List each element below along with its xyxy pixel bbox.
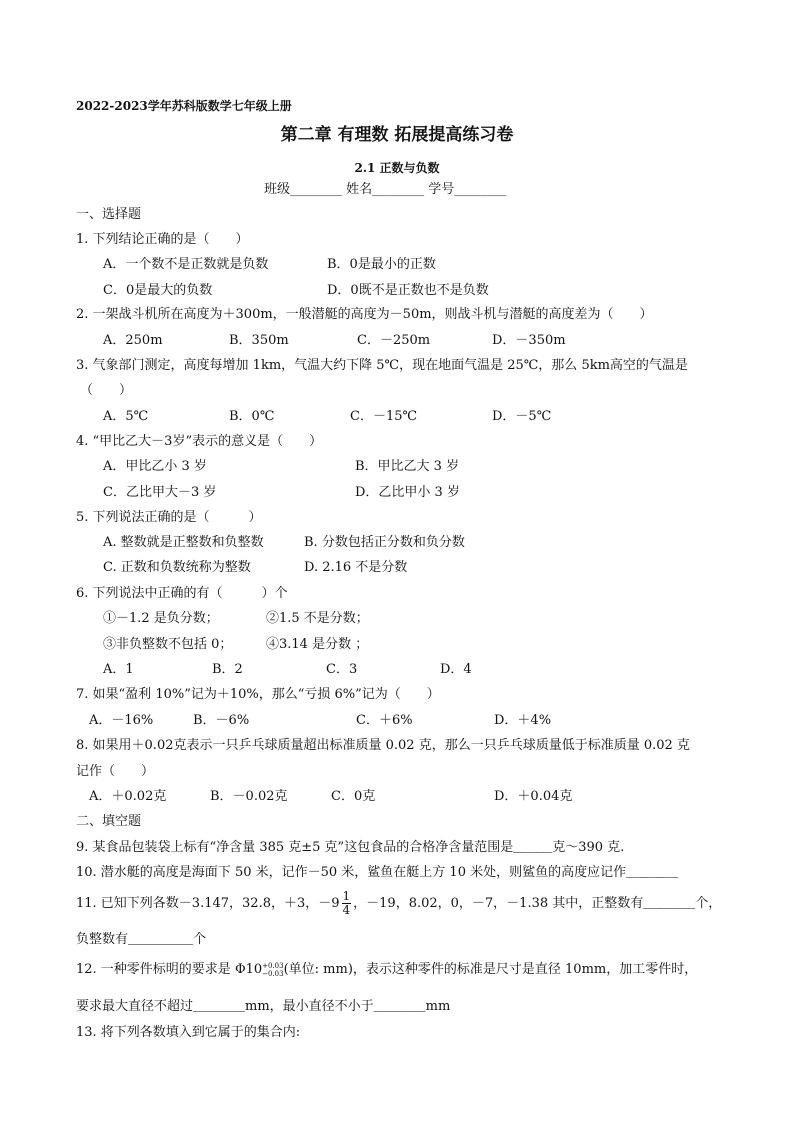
question-11-text-start: 11. 已知下列各数－3.147，32.8，＋3，－9 [76, 896, 340, 911]
question-11-text-end: ，－19，8.02，0，－7，－1.38 其中，正整数有＿＿＿＿个， [353, 896, 722, 911]
question-12-text-start: 12. 一种零件标明的要求是 Φ10 [76, 962, 263, 977]
question-1-option-b: B．0是最小的正数 [327, 257, 436, 272]
question-1-option-d: D．0既不是正数也不是负数 [327, 283, 489, 298]
question-7-option-c: C．＋6% [356, 713, 413, 728]
question-10: 10. 潜水艇的高度是海面下 50 米，记作－50 米，鲨鱼在艇上方 10 米处，则鲨鱼的高度应记作＿＿＿＿ [76, 865, 679, 880]
question-5-option-c: C. 正数和负数统称为整数 [103, 560, 251, 575]
fraction-denominator: 4 [342, 903, 351, 917]
section-heading-fill: 二、填空题 [76, 814, 142, 829]
document-header: 2022-2023学年苏科版数学七年级上册 [76, 99, 292, 113]
question-6-statement-2: ②1.5 不是分数； [266, 611, 369, 626]
question-8-stem: 8. 如果用＋0.02克表示一只乒乓球质量超出标准质量 0.02 克，那么一只乒乓球质量低于标准质量 0.02 克 [76, 738, 690, 753]
question-8-option-d: D．＋0.04克 [494, 789, 573, 804]
question-8-stem-cont: 记作（ ） [76, 764, 155, 779]
question-3-option-c: C．－15℃ [350, 409, 418, 424]
question-2-option-a: A．250m [103, 333, 163, 348]
question-6-statement-1: ①－1.2 是负分数； [103, 611, 219, 626]
question-8-option-a: A．＋0.02克 [89, 789, 167, 804]
question-6-option-c: C．3 [326, 662, 358, 677]
question-4-option-b: B．甲比乙大 3 岁 [355, 459, 460, 474]
question-12-text-end: (单位: mm)，表示这种零件的标准是尺寸是直径 10mm，加工零件时， [283, 962, 698, 977]
question-5-option-d: D. 2.16 不是分数 [304, 560, 408, 575]
question-6-option-b: B．2 [212, 662, 243, 677]
student-info-line: 班级________ 姓名________ 学号________ [264, 182, 507, 197]
question-3-stem-cont: （ ） [80, 383, 133, 398]
fraction-one-quarter [342, 890, 352, 917]
question-2-option-b: B．350m [229, 333, 289, 348]
question-5-stem: 5. 下列说法正确的是（ ） [76, 510, 262, 525]
question-3-option-a: A．5℃ [103, 409, 149, 424]
question-8-option-b: B．－0.02克 [210, 789, 288, 804]
question-2-option-c: C．－250m [357, 333, 431, 348]
question-5-option-a: A. 整数就是正整数和负整数 [103, 535, 264, 550]
question-11 [76, 890, 721, 917]
tolerance-lower: −0.03 [262, 969, 284, 978]
question-5-option-b: B. 分数包括正分数和负分数 [304, 535, 465, 550]
question-3-stem: 3. 气象部门测定，高度每增加 1km，气温大约下降 5℃，现在地面气温是 25℃，那么 5km高空的气温是 [76, 358, 688, 373]
question-7-option-a: A．－16% [89, 713, 154, 728]
question-1-option-a: A．一个数不是正数就是负数 [103, 257, 269, 272]
question-4-stem: 4. “甲比乙大－3岁”表示的意义是（ ） [76, 434, 323, 449]
question-4-option-a: A．甲比乙小 3 岁 [103, 459, 207, 474]
question-3-option-d: D．－5℃ [492, 409, 552, 424]
question-7-option-d: D．＋4% [494, 713, 552, 728]
question-2-option-d: D．－350m [492, 333, 566, 348]
page-title: 第二章 有理数 拓展提高练习卷 [280, 125, 514, 145]
question-12 [76, 960, 697, 980]
question-9: 9. 某食品包装袋上标有“净含量 385 克±5 克”这包食品的合格净含量范围是＿＿＿克～390 克. [76, 840, 625, 855]
question-8-option-c: C．0克 [331, 789, 376, 804]
question-11-line-2: 负整数有＿＿＿＿＿个 [76, 932, 207, 947]
question-7-stem: 7. 如果“盈利 10%”记为＋10%，那么“亏损 6%”记为（ ） [76, 687, 440, 702]
section-heading-choice: 一、选择题 [76, 207, 142, 222]
question-2-stem: 2. 一架战斗机所在高度为＋300m，一般潜艇的高度为－50m，则战斗机与潜艇的高度差为（ ） [76, 307, 653, 322]
question-13: 13. 将下列各数填入到它属于的集合内: [76, 1025, 301, 1040]
question-6-stem: 6. 下列说法中正确的有（ ）个 [76, 586, 288, 601]
question-6-option-d: D．4 [440, 662, 472, 677]
question-12-line-2: 要求最大直径不超过＿＿＿＿mm，最小直径不小于＿＿＿＿mm [76, 999, 451, 1014]
fraction-numerator: 1 [342, 889, 351, 903]
tolerance-upper: +0.03 [262, 961, 284, 970]
question-6-option-a: A．1 [103, 662, 134, 677]
question-1-option-c: C．0是最大的负数 [103, 283, 213, 298]
question-6-statement-4: ④3.14 是分数 ； [266, 637, 369, 652]
question-3-option-b: B．0℃ [229, 409, 275, 424]
tolerance-annotation [262, 962, 283, 978]
question-6-statement-3: ③非负整数不包括 0； [103, 637, 233, 652]
question-7-option-b: B．－6% [193, 713, 250, 728]
section-subtitle: 2.1 正数与负数 [354, 161, 440, 175]
question-4-option-d: D．乙比甲小 3 岁 [355, 485, 460, 500]
question-4-option-c: C．乙比甲大－3 岁 [103, 485, 217, 500]
question-1-stem: 1. 下列结论正确的是（ ） [76, 232, 249, 247]
